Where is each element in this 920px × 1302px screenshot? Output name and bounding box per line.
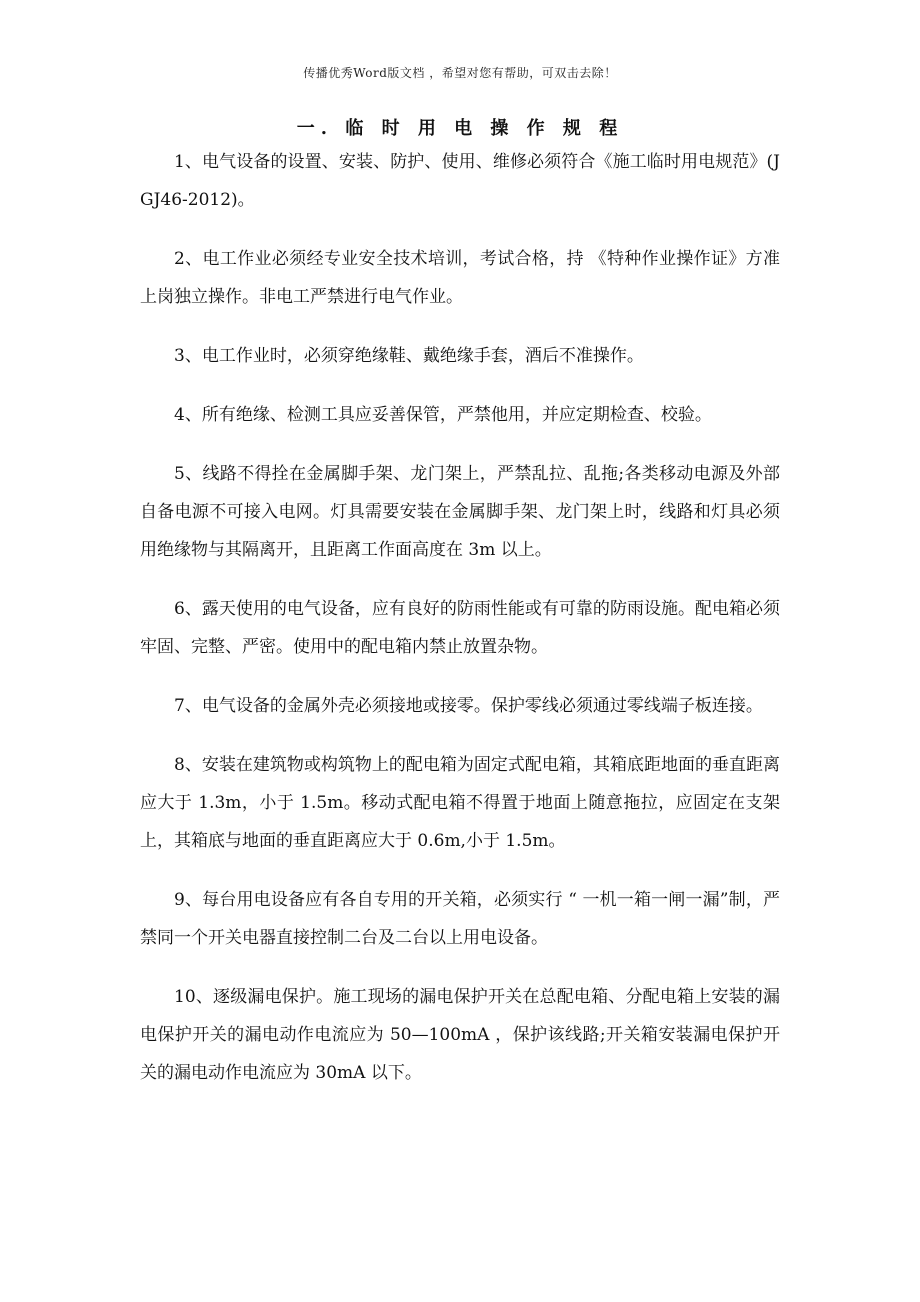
document-body	[140, 143, 780, 1113]
paragraph-2: 2、电工作业必须经专业安全技术培训，考试合格，持 《特种作业操作证》方准上岗独立操作。非电工严禁进行电气作业。	[140, 249, 780, 307]
document-title: 一. 临 时 用 电 操 作 规 程	[296, 118, 624, 139]
paragraph-8: 8、安装在建筑物或构筑物上的配电箱为固定式配电箱，其箱底距地面的垂直距离应大于 1.3m，小于 1.5m。移动式配电箱不得置于地面上随意拖拉，应固定在支架上，其箱底与地面的垂直距离应大于 0.6m,小于 1.5m。	[140, 755, 780, 851]
paragraph-1: 1、电气设备的设置、安装、防护、使用、维修必须符合《施工临时用电规范》(JGJ46-2012)。	[140, 152, 780, 210]
paragraph-6: 6、露天使用的电气设备，应有良好的防雨性能或有可靠的防雨设施。配电箱必须牢固、完整、严密。使用中的配电箱内禁止放置杂物。	[140, 599, 780, 657]
header-note: 传播优秀Word版文档 ，希望对您有帮助，可双击去除！	[303, 66, 617, 80]
paragraph-5: 5、线路不得拴在金属脚手架、龙门架上，严禁乱拉、乱拖;各类移动电源及外部自备电源不可接入电网。灯具需要安装在金属脚手架、龙门架上时，线路和灯具必须用绝缘物与其隔离开，且距离工作面高度在 3m 以上。	[140, 464, 780, 560]
paragraph-4: 4、所有绝缘、检测工具应妥善保管，严禁他用，并应定期检查、校验。	[174, 405, 712, 425]
paragraph-7: 7、电气设备的金属外壳必须接地或接零。保护零线必须通过零线端子板连接。	[174, 696, 763, 716]
paragraph-3: 3、电工作业时，必须穿绝缘鞋、戴绝缘手套，酒后不准操作。	[174, 346, 644, 366]
paragraph-10: 10、逐级漏电保护。施工现场的漏电保护开关在总配电箱、分配电箱上安装的漏电保护开关的漏电动作电流应为 50—100mA ，保护该线路;开关箱安装漏电保护开关的漏电动作电流应为 30mA 以下。	[140, 987, 780, 1083]
paragraph-9: 9、每台用电设备应有各自专用的开关箱，必须实行 “ 一机一箱一闸一漏”制，严禁同一个开关电器直接控制二台及二台以上用电设备。	[140, 890, 780, 948]
